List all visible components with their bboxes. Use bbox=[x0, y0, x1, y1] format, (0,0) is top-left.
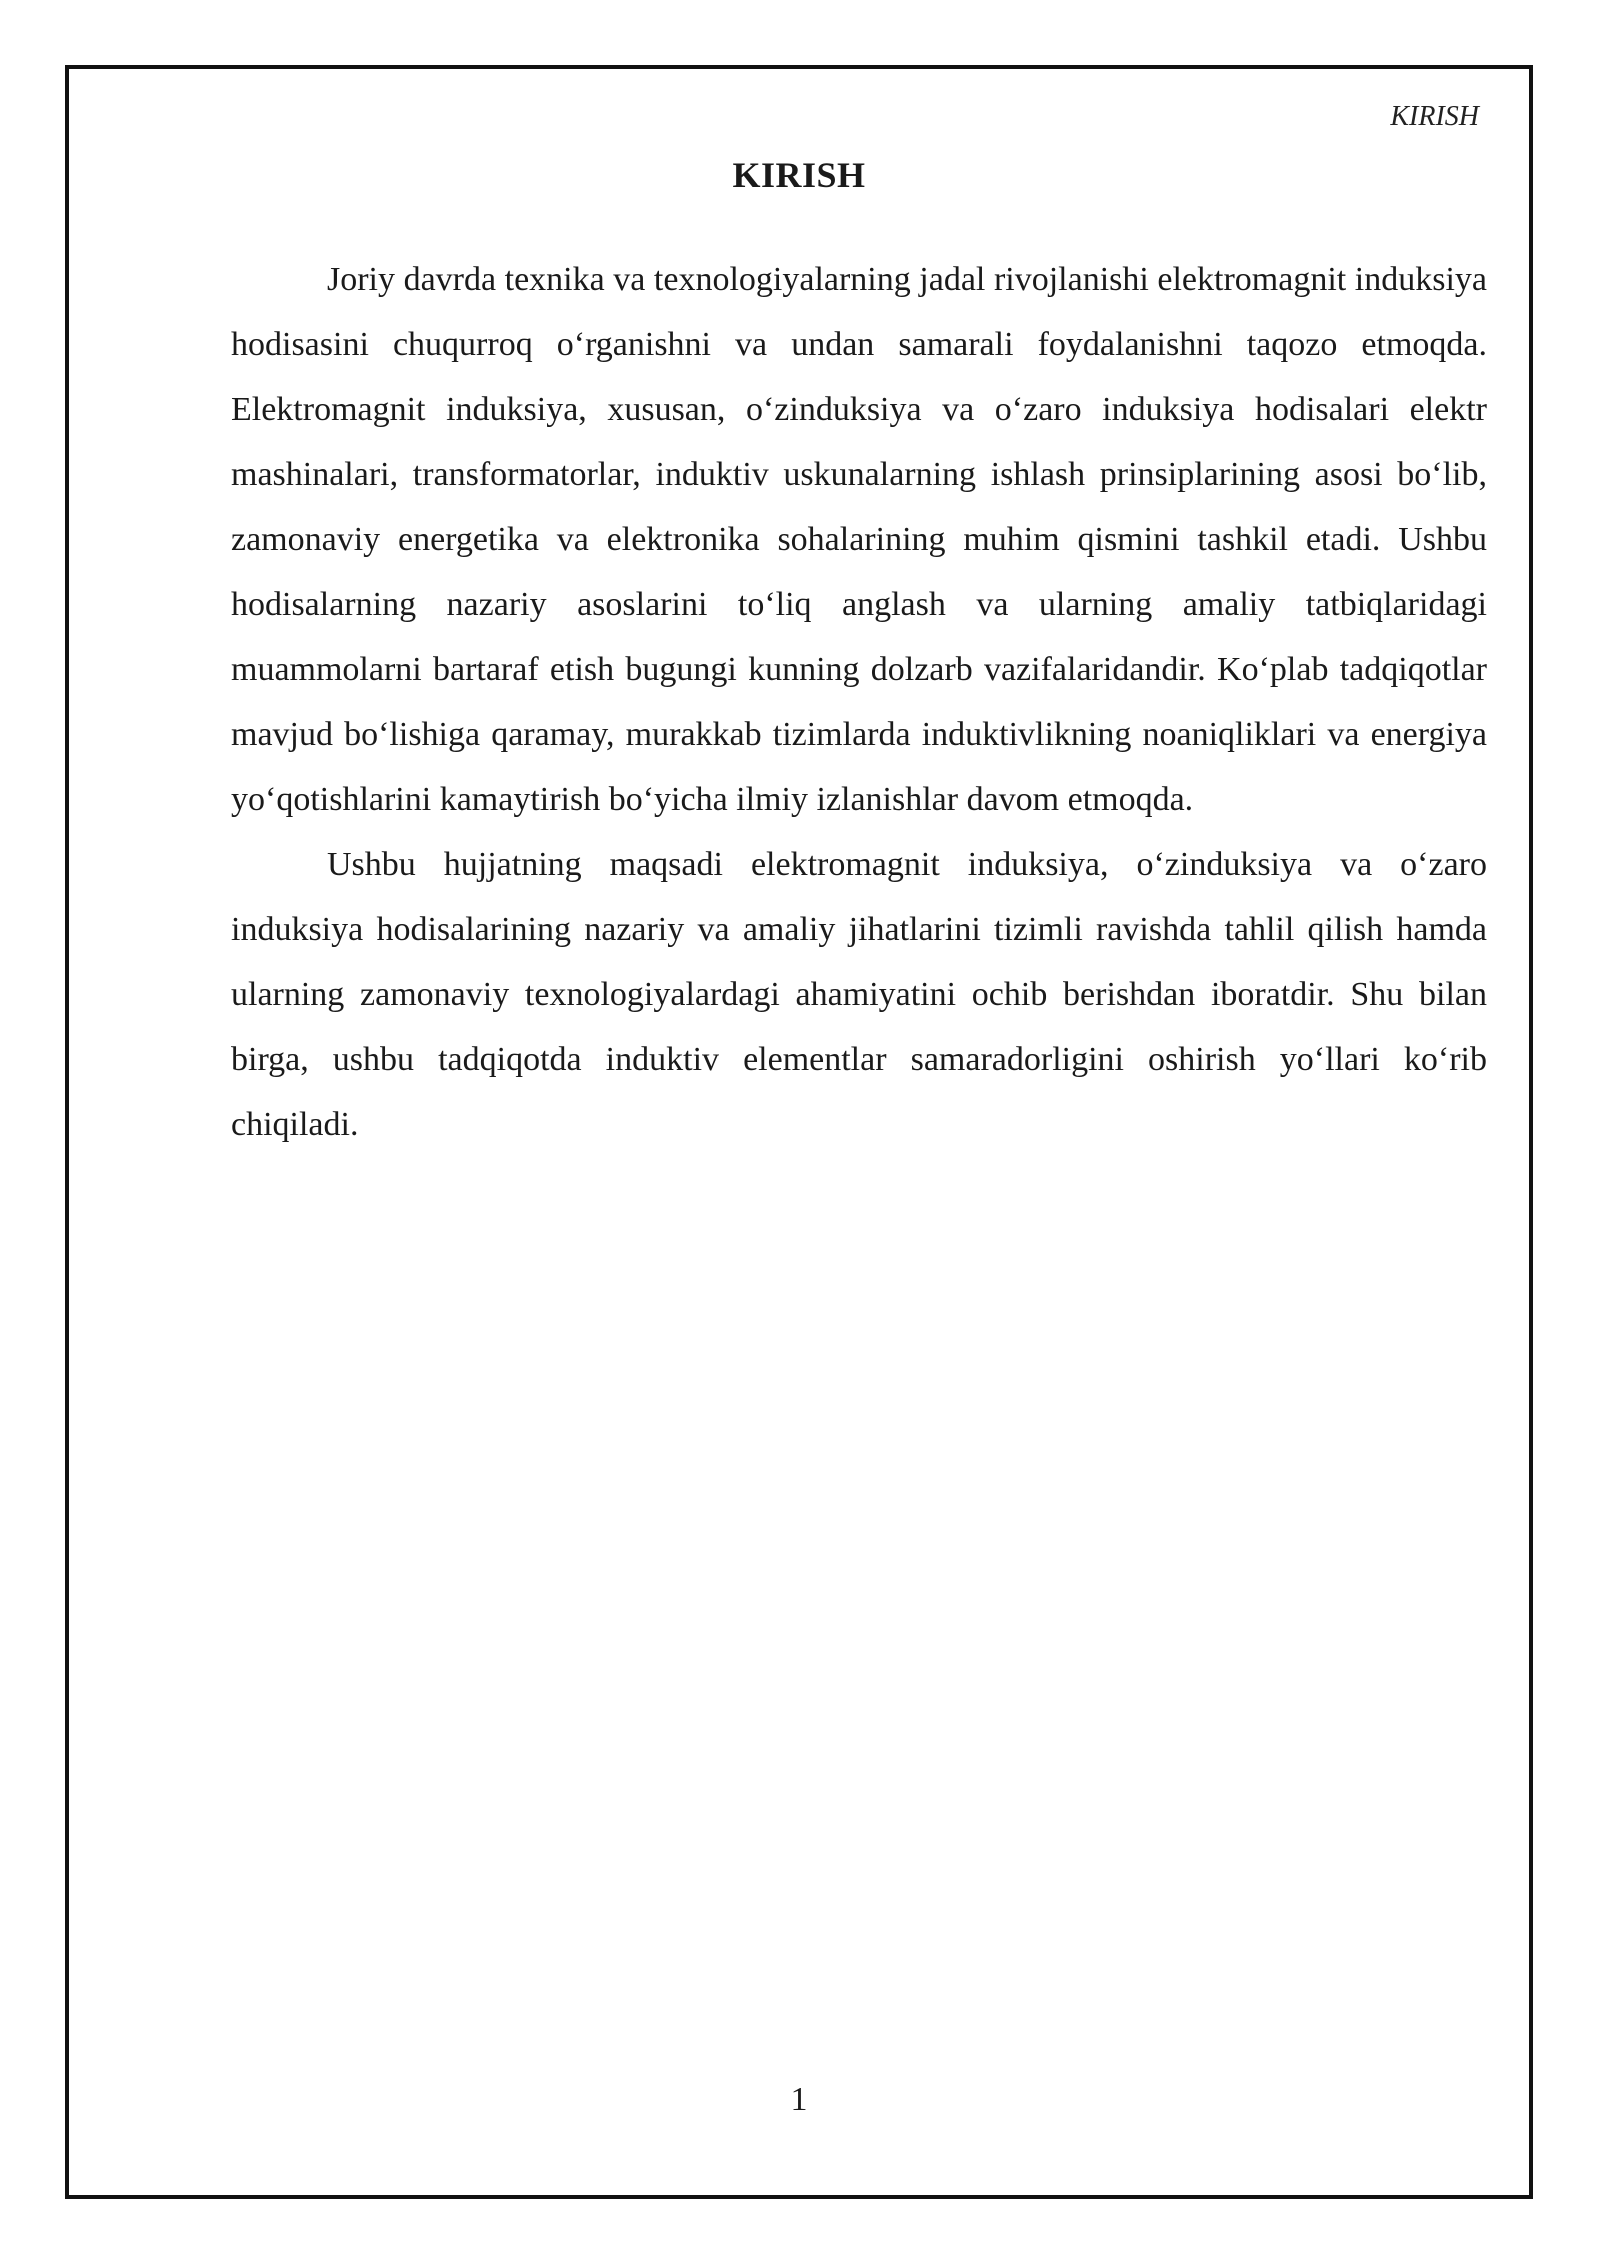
paragraph-2: Ushbu hujjatning maqsadi elektromagnit induksiya, oʻzinduksiya va oʻzaro induksiya hodisalarining nazariy va amaliy jihatlarini tizimli ravishda tahlil qilish hamda ularning zamonaviy texnologiyalardagi ahamiyatini ochib berishdan iboratdir. Shu bilan birga, ushbu tadqiqotda induktiv elementlar samaradorligini oshirish yoʻllari koʻrib chiqiladi. bbox=[231, 846, 1487, 1143]
paragraph-1: Joriy davrda texnika va texnologiyalarning jadal rivojlanishi elektromagnit induksiya hodisasini chuqurroq oʻrganishni va undan samarali foydalanishni taqozo etmoqda. Elektromagnit induksiya, xususan, oʻzinduksiya va oʻzaro induksiya hodisalari elektr mashinalari, transformatorlar, induktiv uskunalarning ishlash prinsiplarining asosi boʻlib, zamonaviy energetika va elektronika sohalarining muhim qismini tashkil etadi. Ushbu hodisalarning nazariy asoslarini toʻliq anglash va ularning amaliy tatbiqlaridagi muammolarni bartaraf etish bugungi kunning dolzarb vazifalaridandir. Koʻplab tadqiqotlar mavjud boʻlishiga qaramay, murakkab tizimlarda induktivlikning noaniqliklari va energiya yoʻqotishlarini kamaytirish boʻyicha ilmiy izlanishlar davom etmoqda. bbox=[231, 261, 1487, 818]
section-heading: KIRISH bbox=[732, 155, 866, 195]
body-text bbox=[231, 247, 1487, 1157]
page-number: 1 bbox=[790, 2081, 808, 2118]
running-header: KIRISH bbox=[1390, 101, 1479, 132]
page-frame bbox=[65, 65, 1533, 2199]
